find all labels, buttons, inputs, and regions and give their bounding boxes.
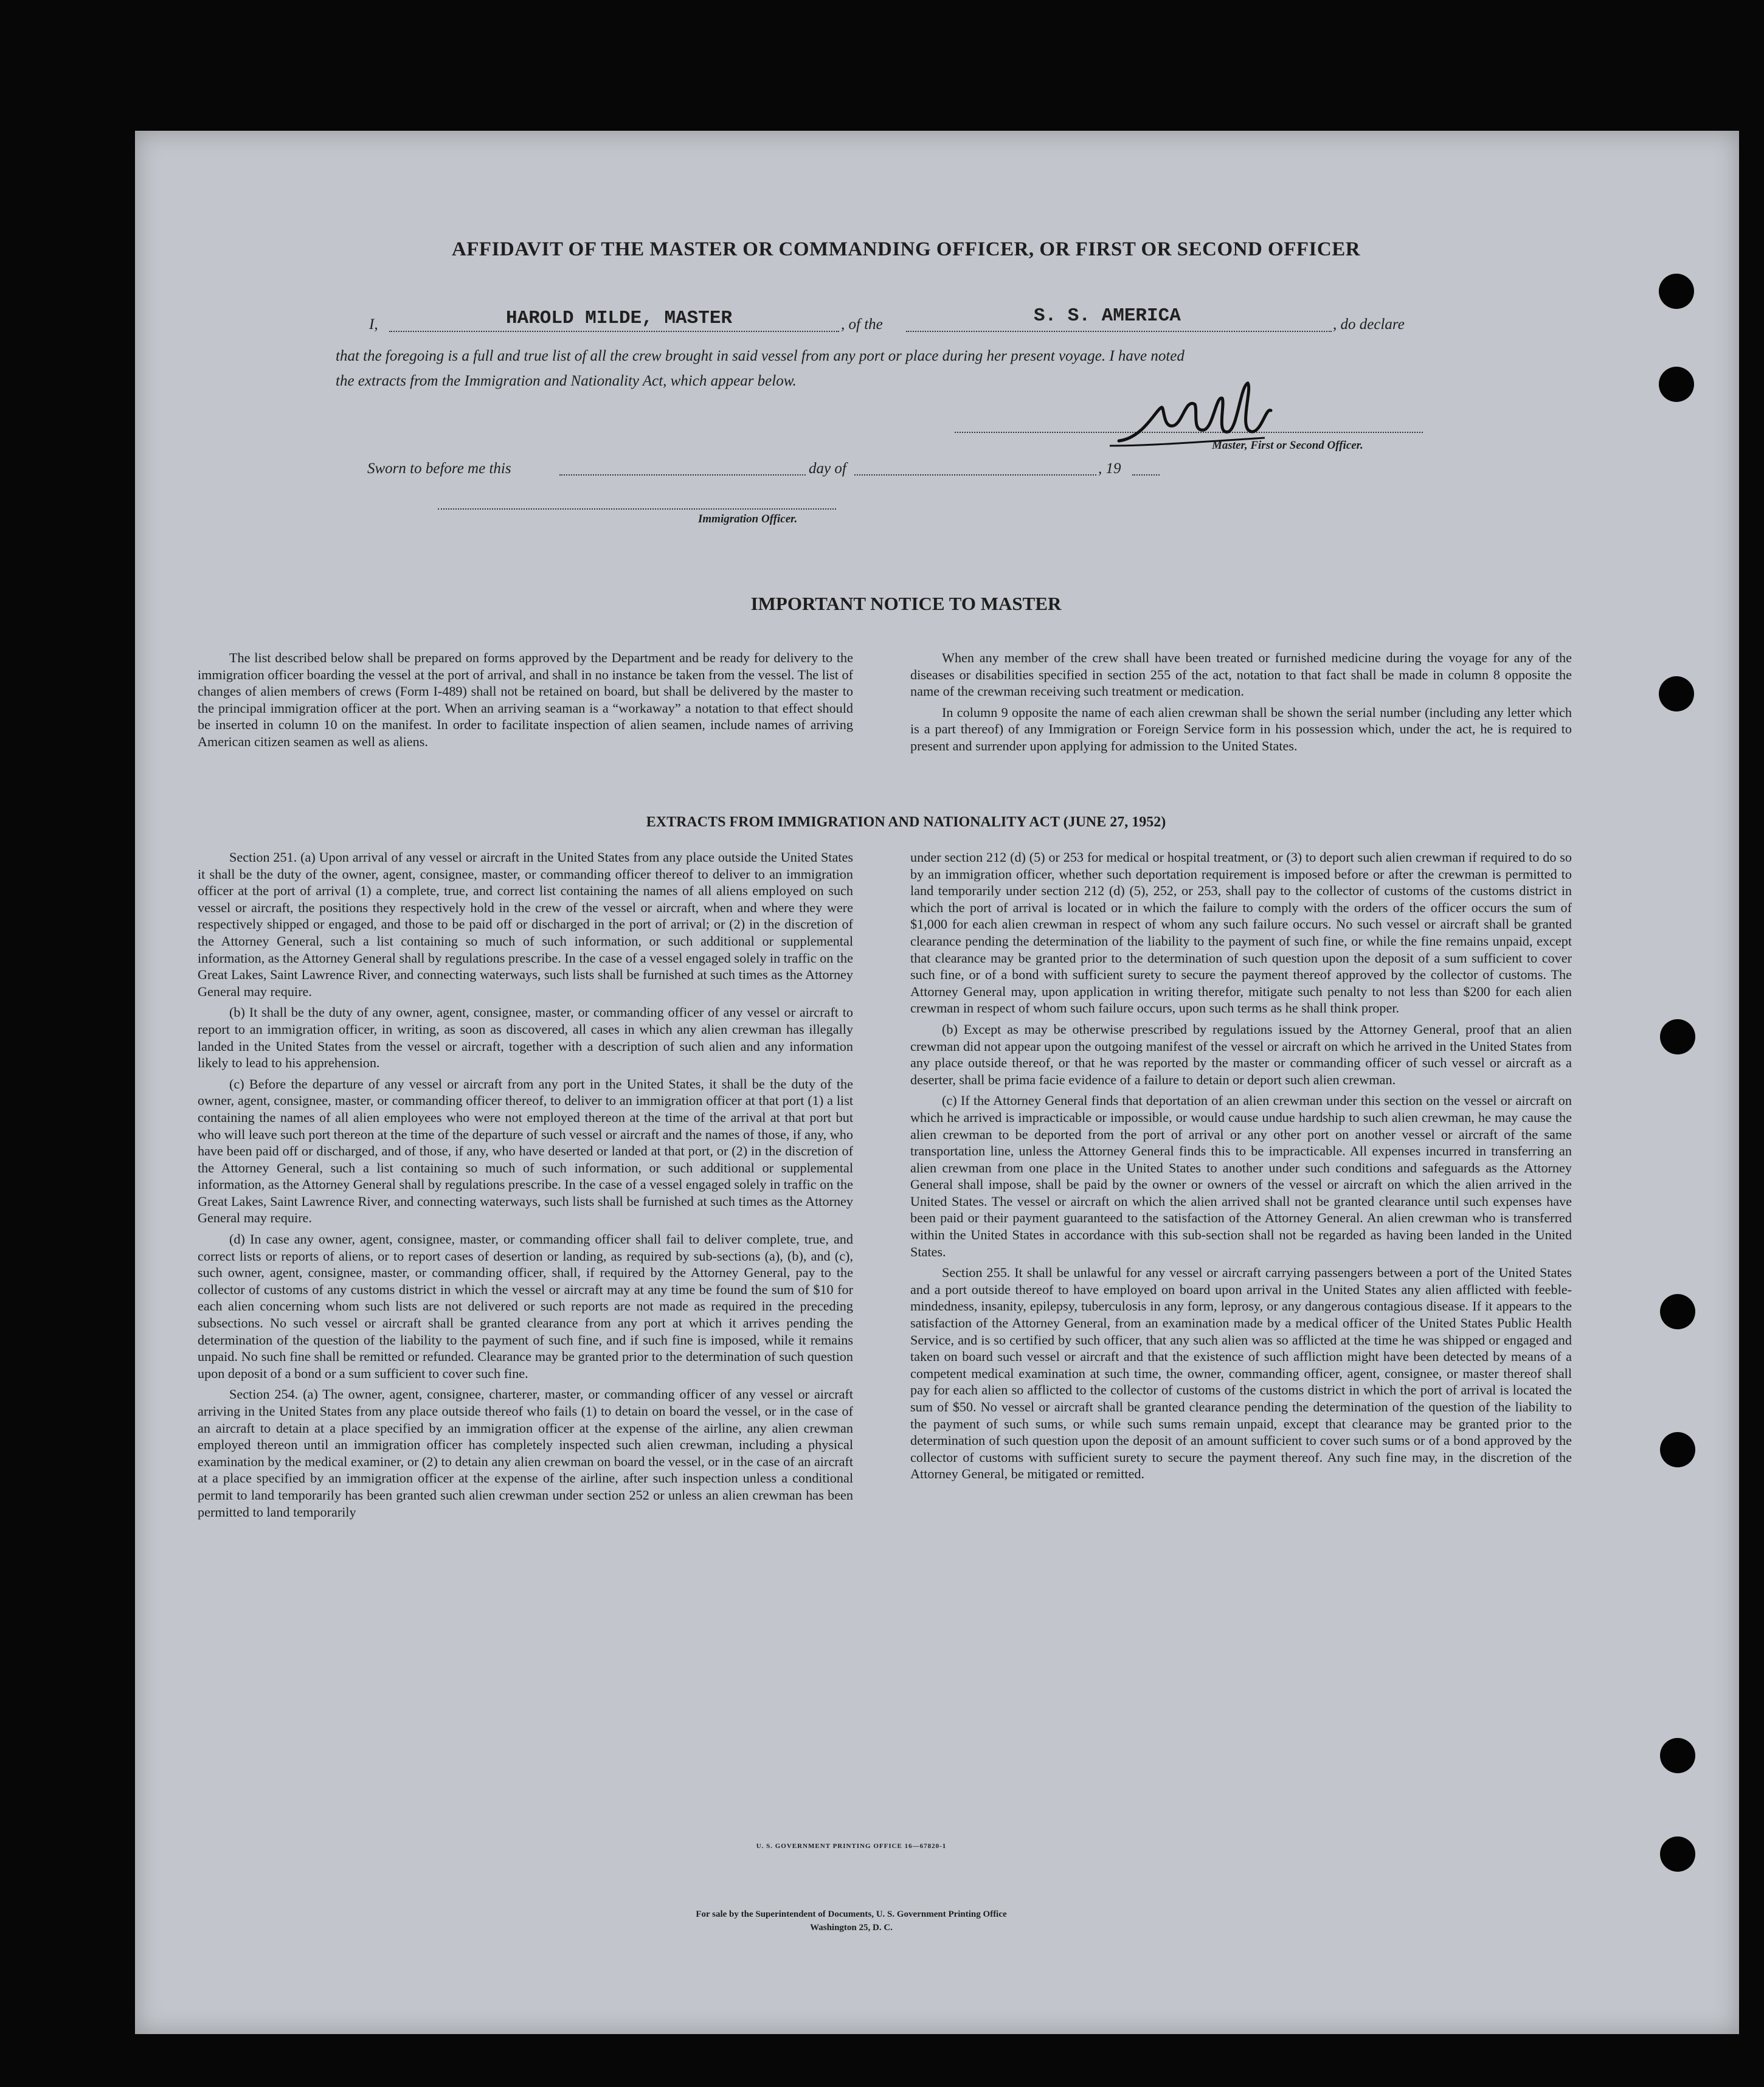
- sworn-year-line: [1132, 474, 1160, 476]
- of-the-label: , of the: [841, 316, 883, 333]
- punch-hole: [1660, 1019, 1695, 1054]
- do-declare-label: , do declare: [1333, 316, 1405, 333]
- punch-hole: [1659, 274, 1694, 309]
- notice-right-paragraph-2: In column 9 opposite the name of each alien crewman shall be shown the serial number (including any letter which is a part thereof) of any Immigration or Foreign Service form in his possession which, under the act, he is required to present and surrender upon applying for admission to the United States.: [910, 704, 1572, 753]
- section-254-a-continued: under section 212 (d) (5) or 253 for medical or hospital treatment, or (3) to deport such alien crewman if required to do so by an immigration officer, whether such deportation requirement is imposed before or after the crewman is permitted to land temporarily under section 212 (d) (5), 252, or 253, shall pay to the collector of customs of the customs district in which the port of arrival is located or in which the failure to comply with the orders of the officer occurs the sum of $1,000 for each alien crewman in respect of whom any such failure occurs. No such vessel or aircraft shall be granted clearance pending the determination of the liability to the payment of such fine, or while the fine remains unpaid, except that clearance may be granted prior to the determination of such question upon the deposit of a sum sufficient to cover such fine, or of a bond with sufficient surety to secure the payment thereof approved by the collector of customs. The Attorney General may, upon application in writing therefor, mitigate such penalty to not less than $200 for each alien crewman in respect of whom such failure occurs, upon such terms as he shall think proper.: [910, 850, 1572, 1016]
- punch-hole: [1659, 676, 1694, 711]
- section-251-b: (b) It shall be the duty of any owner, agent, consignee, master, or commanding officer of any vessel or aircraft to report to an immigration officer, in writing, as soon as discovered, all cases in which any alien crewman has illegally landed in the United States from the vessel or aircraft, together with a description of such alien and any information likely to lead to his apprehension.: [198, 1005, 853, 1071]
- immigration-officer-label: Immigration Officer.: [698, 513, 798, 525]
- sworn-day-line: [559, 474, 806, 476]
- extracts-right-column: [910, 849, 1572, 1487]
- notice-left-paragraph: The list described below shall be prepared on forms approved by the Department and be ready for delivery to the immigration officer boarding the vessel at the port of arrival, and shall in no instance be taken from the vessel. The list of changes of alien members of crews (Form I-489) shall not be retained on board, but shall be delivered by the master to the principal immigration officer at the port. When an arriving seaman is a “workaway” a notation to that effect should be inserted in column 10 on the manifest. In order to facilitate inspection of alien seamen, include names of arriving American citizen seamen as well as aliens.: [198, 650, 853, 749]
- section-251-c: (c) Before the departure of any vessel or aircraft from any port in the United States, it shall be the duty of the owner, agent, consignee, master, or commanding officer thereof, to deliver to an immigration officer at that port (1) a list containing the names of all alien employees who were not employed thereon at the time of the arrival at that port but who will leave such port thereon at the time of the departure of such vessel or aircraft and the names of those, if any, who have been paid off or discharged, and of those, if any, who have deserted or landed at that port, or (2) in the discretion of the Attorney General, such a list containing so much of such information, or such additional or supplemental information, as the Attorney General shall by regulations prescribe. In the case of a vessel engaged solely in traffic on the Great Lakes, Saint Lawrence River, and connecting waterways, such lists shall be furnished at such times as the Attorney General may require.: [198, 1076, 853, 1226]
- section-254-a: Section 254. (a) The owner, agent, consignee, charterer, master, or commanding officer of any vessel or aircraft arriving in the United States from any place outside thereof who fails (1) to detain on board the vessel, or in the case of an aircraft to detain at a place specified by an immigration officer at the expense of the airline, any alien crewman employed thereon until an immigration officer has completely inspected such alien crewman, including a physical examination by the medical examiner, or (2) to detain any alien crewman on board the vessel, or in the case of an aircraft at a place specified by an immigration officer at the expense of the airline, after such inspection unless a conditional permit to land temporarily has been granted such alien crewman under section 252 or unless an alien crewman has been permitted to land temporarily: [198, 1386, 853, 1520]
- section-254-b: (b) Except as may be otherwise prescribed by regulations issued by the Attorney General, proof that an alien crewman did not appear upon the outgoing manifest of the vessel or aircraft on which he arrived in the United States from any place outside thereof, or that he was reported by the master or commanding officer of such vessel or aircraft as a deserter, shall be prima facie evidence of a failure to detain or deport such alien crewman.: [910, 1021, 1572, 1087]
- master-name: HAROLD MILDE, MASTER: [506, 308, 733, 329]
- extracts-left-column: [198, 849, 853, 1525]
- statement-line-1: that the foregoing is a full and true list of all the crew brought in said vessel from any port or place during her present voyage. I have noted: [336, 348, 1185, 364]
- punch-hole: [1660, 1836, 1695, 1872]
- year-label: , 19: [1098, 460, 1121, 477]
- punch-hole: [1660, 1294, 1695, 1329]
- i-label: I,: [369, 316, 378, 333]
- signature-caption: Master, First or Second Officer.: [1212, 439, 1363, 452]
- section-254-c: (c) If the Attorney General finds that deportation of an alien crewman under this section on the vessel or aircraft on which he arrived is impracticable or impossible, or would cause undue hardship to such alien crewman, he may cause the alien crewman to be deported from the port of arrival or any other port on another vessel or aircraft of the same transportation line, unless the Attorney General finds this to be impracticable. All expenses incurred in transferring an alien crewman from one place in the United States to another under such conditions and safeguards as the Attorney General shall impose, shall be paid by the owner or owners of the vessel or aircraft on which the alien arrived in the United States. The vessel or aircraft on which the alien arrived shall not be granted clearance until such expenses have been paid or their payment guaranteed to the satisfaction of the Attorney General. An alien crewman who is transferred within the United States in accordance with this sub-section shall not be regarded as having been landed in the United States.: [910, 1093, 1572, 1259]
- affidavit-title: AFFIDAVIT OF THE MASTER OR COMMANDING OFFICER, OR FIRST OR SECOND OFFICER: [451, 238, 1361, 260]
- extracts-title: EXTRACTS FROM IMMIGRATION AND NATIONALITY ACT (JUNE 27, 1952): [646, 814, 1166, 830]
- day-of-label: day of: [809, 460, 846, 477]
- statement-line-2: the extracts from the Immigration and Nationality Act, which appear below.: [336, 373, 797, 389]
- vessel-name: S. S. AMERICA: [1034, 305, 1181, 327]
- punch-hole: [1660, 1432, 1695, 1467]
- notice-left-column: [198, 649, 853, 755]
- notice-right-paragraph-1: When any member of the crew shall have been treated or furnished medicine during the voyage for any of the diseases or disabilities specified in section 255 of the act, notation to that fact shall be made in column 8 opposite the name of the crewman receiving such treatment or medication.: [910, 650, 1572, 699]
- punch-hole: [1659, 367, 1694, 402]
- vessel-name-line: [906, 331, 1332, 332]
- section-251-a: Section 251. (a) Upon arrival of any vessel or aircraft in the United States from any place outside the United States it shall be the duty of the owner, agent, consignee, master, or commanding officer thereof to deliver to an immigration officer at the port of arrival (1) a complete, true, and correct list containing the names of all aliens employed on such vessel or aircraft, the positions they respectively hold in the crew of the vessel or aircraft, when and where they were respectively shipped or engaged, and those to be paid off or discharged in the port of arrival; or (2) in the discretion of the Attorney General, such a list containing so much of such information, or such additional or supplemental information, as the Attorney General shall by regulations prescribe. In the case of a vessel engaged solely in traffic on the Great Lakes, Saint Lawrence River, and connecting waterways, such lists shall be furnished at such times as the Attorney General may require.: [198, 850, 853, 999]
- printing-office-line: U. S. GOVERNMENT PRINTING OFFICE 16—67820-1: [756, 1843, 947, 1850]
- notice-right-column: [910, 649, 1572, 759]
- punch-hole: [1660, 1738, 1695, 1773]
- master-name-line: [389, 331, 839, 332]
- section-255: Section 255. It shall be unlawful for any vessel or aircraft carrying passengers between a port of the United States and a port outside thereof to have employed on board upon arrival in the United States any alien afflicted with feeble-mindedness, insanity, epilepsy, tuberculosis in any form, leprosy, or any dangerous contagious disease. If it appears to the satisfaction of the Attorney General, from an examination made by a medical officer of the United States Public Health Service, and is so certified by such officer, that any such alien was so afflicted at the time he was shipped or engaged and taken on board such vessel or aircraft and that the existence of such affliction might have been detected by means of a competent medical examination at such time, the owner, commanding officer, agent, consignee, or master thereof shall pay for each alien so afflicted to the collector of customs of the customs district in which the port of arrival is located the sum of $50. No vessel or aircraft shall be granted clearance pending the determination of the question of the liability to the payment of such sums, or while such sums remain unpaid, except that clearance may be granted prior to the determination of such question upon the deposit of an amount sufficient to cover such sums or of a bond approved by the collector of customs with sufficient surety to secure the payment thereof. Any such fine may, in the discretion of the Attorney General, be mitigated or remitted.: [910, 1265, 1572, 1482]
- sale-line-1: For sale by the Superintendent of Documents, U. S. Government Printing Office: [696, 1909, 1007, 1919]
- sale-line-2: Washington 25, D. C.: [810, 1923, 893, 1933]
- immigration-officer-line: [438, 508, 836, 510]
- notice-title: IMPORTANT NOTICE TO MASTER: [750, 593, 1062, 614]
- sworn-month-line: [854, 474, 1096, 476]
- section-251-d: (d) In case any owner, agent, consignee, master, or commanding officer shall fail to deliver complete, true, and correct lists or reports of aliens, or to report cases of desertion or landing, as required by sub-sections (a), (b), and (c), such owner, agent, consignee, master, or commanding officer, shall, if required by the Attorney General, pay to the collector of customs of any customs district in which the vessel or aircraft may at any time be found the sum of $10 for each alien concerning whom such lists are not delivered or such reports are not made as required in the preceding subsections. No such vessel or aircraft shall be granted clearance from any port at which it arrives pending the determination of the question of the liability to the payment of such fine, and if such fine is imposed, while it remains unpaid. No such fine shall be remitted or refunded. Clearance may be granted prior to the determination of such question upon deposit of a bond or a sum sufficient to cover such fine.: [198, 1231, 853, 1381]
- sworn-label: Sworn to before me this: [367, 460, 511, 477]
